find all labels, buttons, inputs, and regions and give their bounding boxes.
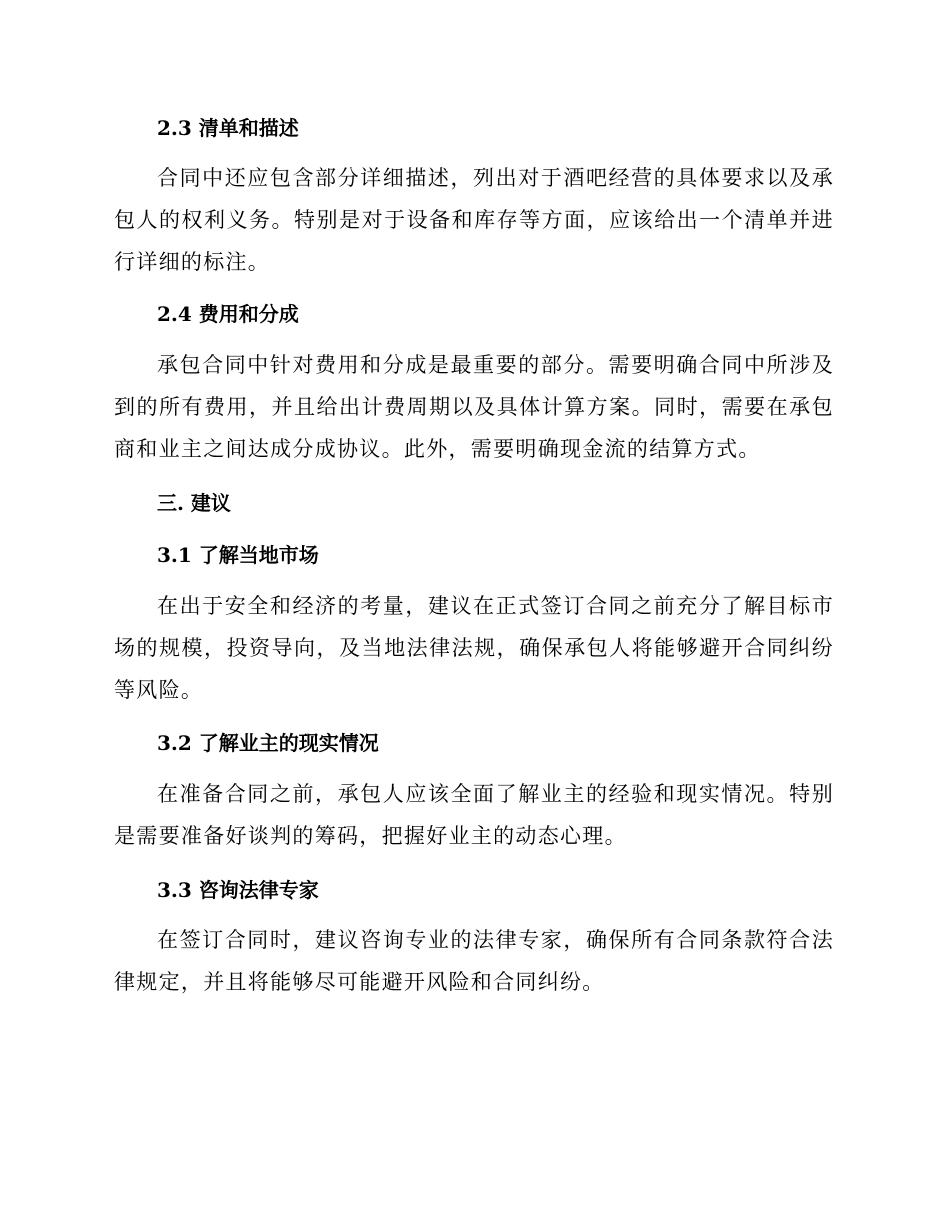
section-paragraph-2-3: 合同中还应包含部分详细描述，列出对于酒吧经营的具体要求以及承包人的权利义务。特别是对于设备和库存等方面，应该给出一个清单并进行详细的标注。: [114, 166, 834, 274]
section-heading-3-1: 3.1 了解当地市场: [157, 543, 319, 567]
section-paragraph-3-3: 在签订合同时，建议咨询专业的法律专家，确保所有合同条款符合法律规定，并且将能够尽可能避开风险和合同纠纷。: [114, 928, 834, 994]
section-heading-2-4: 2.4 费用和分成: [157, 302, 299, 326]
chapter-heading-3: 三. 建议: [157, 491, 231, 515]
section-heading-2-3: 2.3 清单和描述: [157, 116, 299, 140]
section-heading-3-3: 3.3 咨询法律专家: [157, 878, 319, 902]
section-paragraph-2-4: 承包合同中针对费用和分成是最重要的部分。需要明确合同中所涉及到的所有费用，并且给出计费周期以及具体计算方案。同时，需要在承包商和业主之间达成分成协议。此外，需要明确现金流的结算方式。: [114, 353, 834, 461]
section-paragraph-3-2: 在准备合同之前，承包人应该全面了解业主的经验和现实情况。特别是需要准备好谈判的筹码，把握好业主的动态心理。: [114, 782, 834, 848]
section-heading-3-2: 3.2 了解业主的现实情况: [157, 731, 379, 755]
section-paragraph-3-1: 在出于安全和经济的考量，建议在正式签订合同之前充分了解目标市场的规模，投资导向，及当地法律法规，确保承包人将能够避开合同纠纷等风险。: [114, 594, 834, 702]
